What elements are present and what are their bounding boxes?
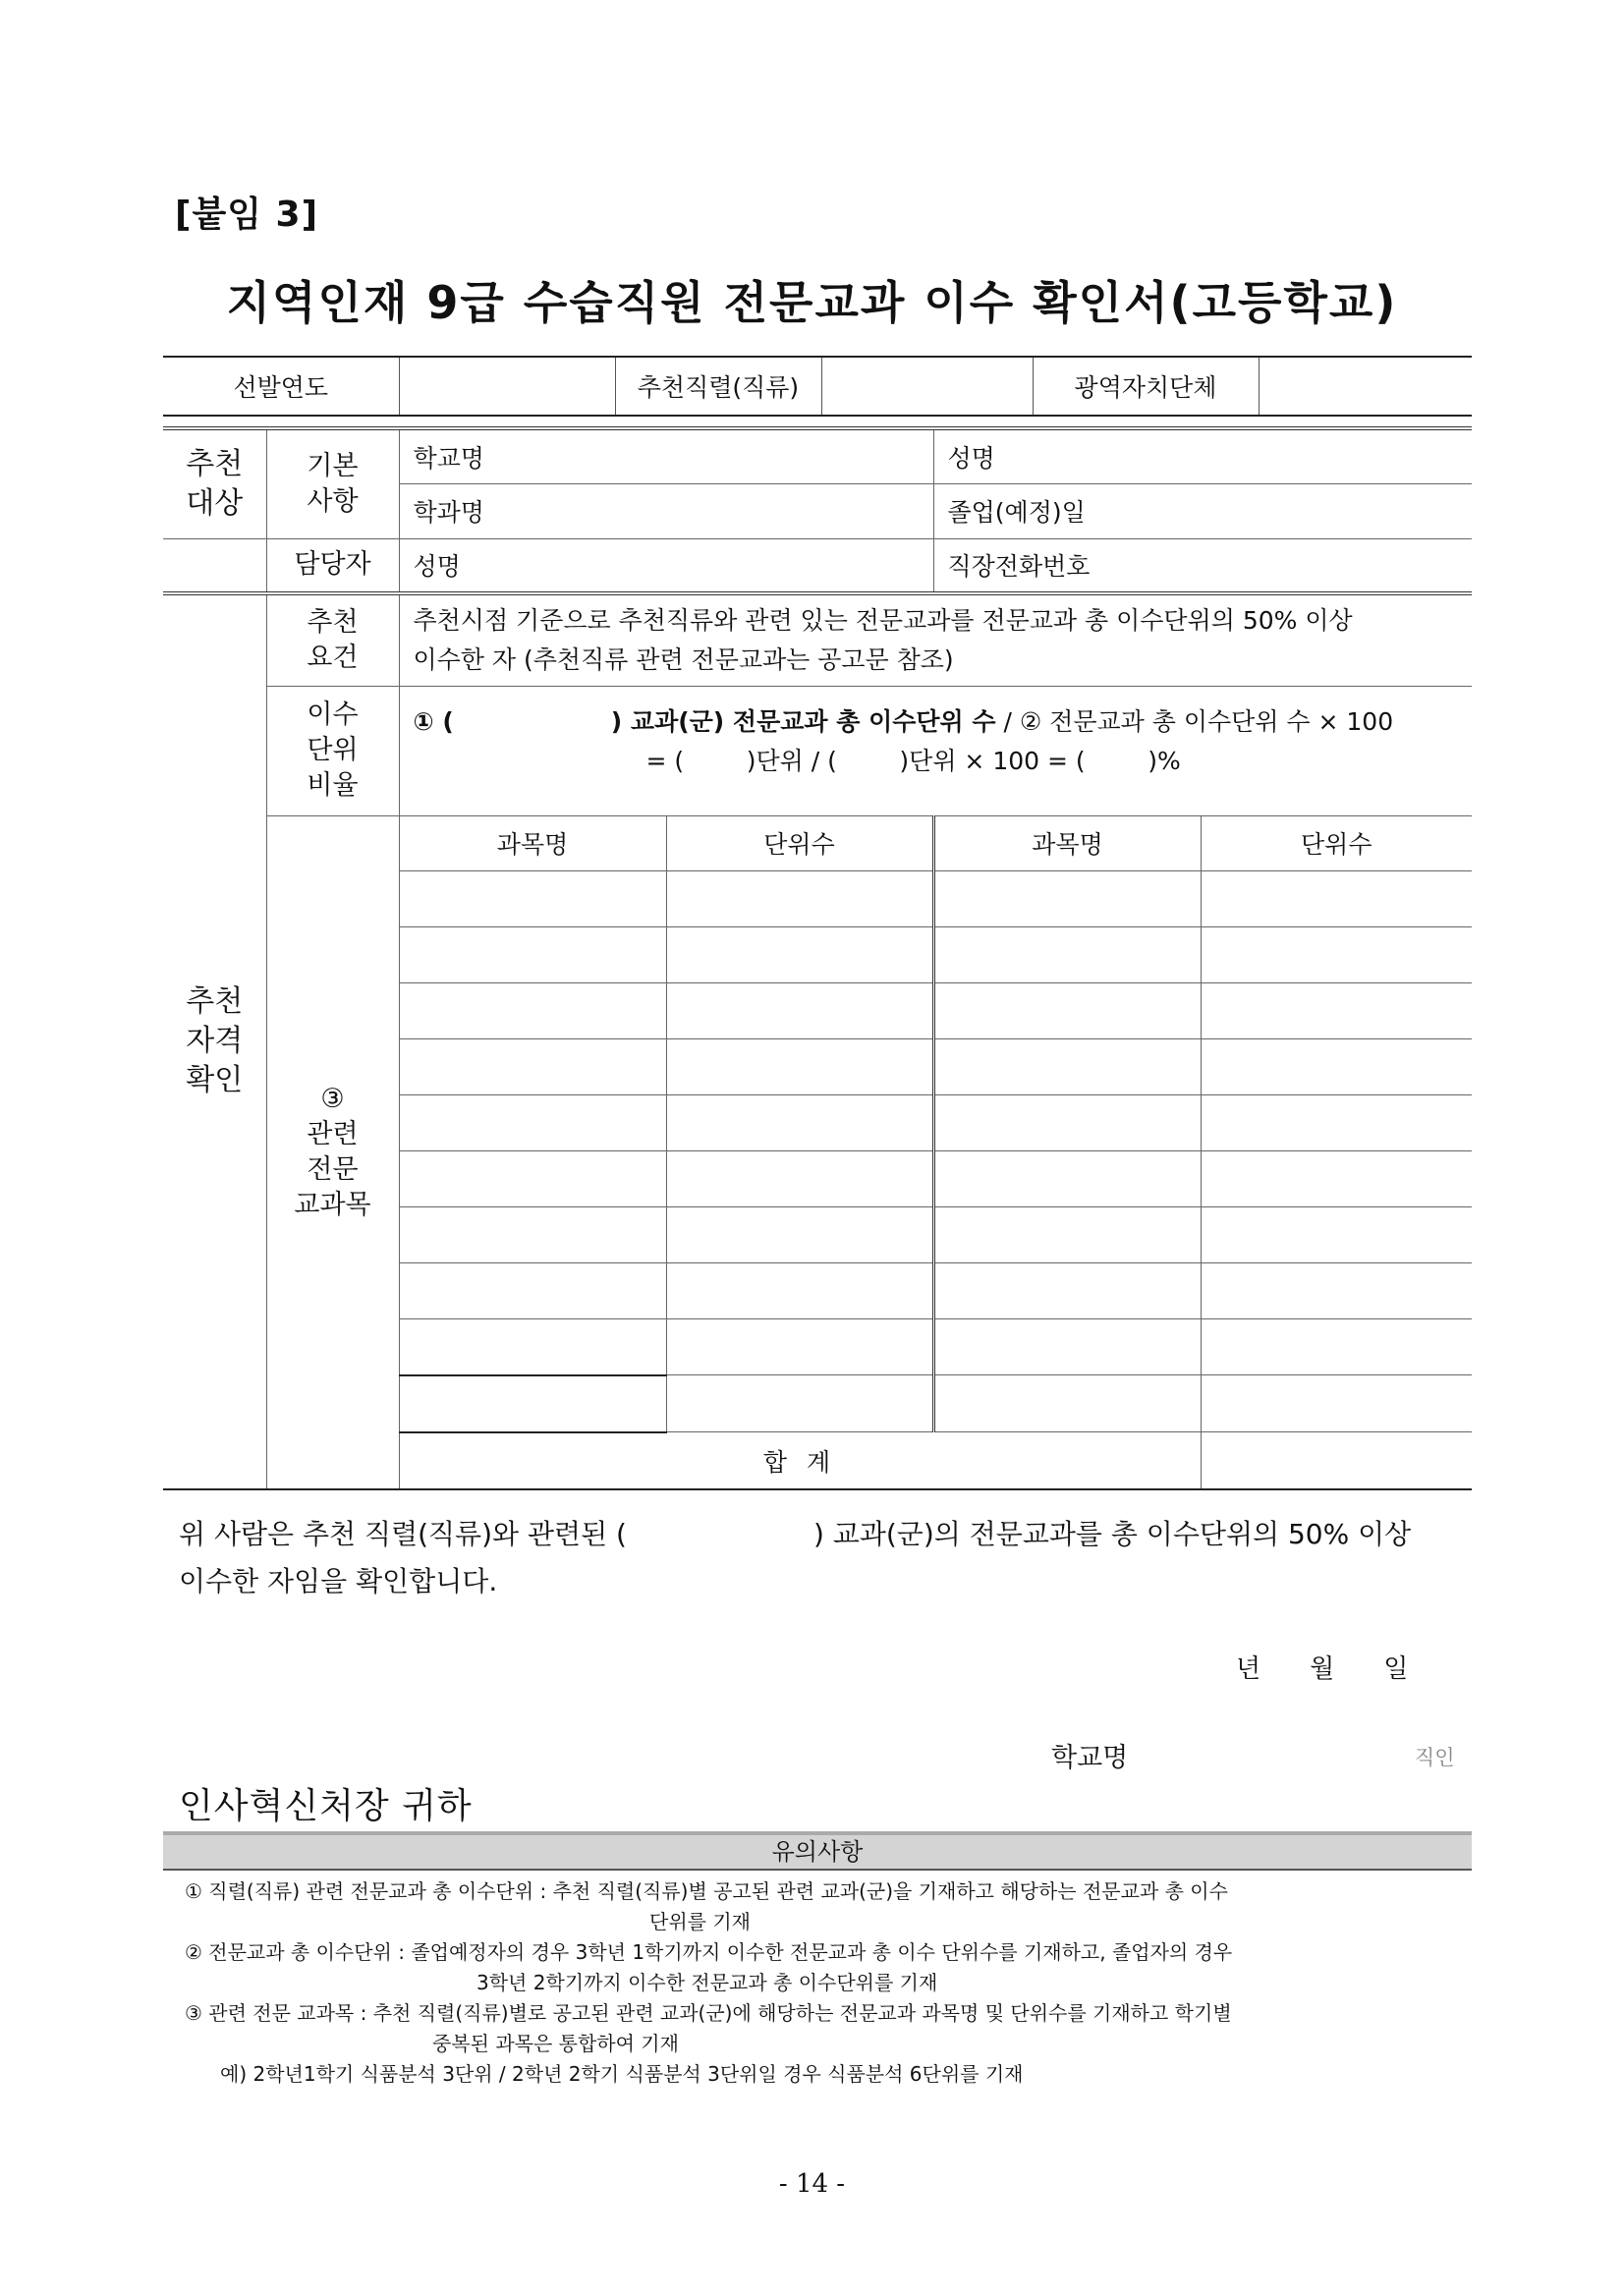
school-name-field[interactable]: [399, 428, 933, 483]
header-table: [163, 356, 1472, 417]
units-cell[interactable]: [1201, 1375, 1472, 1432]
page-number: - 14 -: [778, 2169, 846, 2199]
col-units-2: 단위수: [1201, 815, 1472, 870]
ratio-related-units-open: ① (: [413, 706, 454, 736]
recommended-position-field[interactable]: [821, 357, 1033, 416]
units-cell[interactable]: [666, 1150, 933, 1206]
attachment-label: [붙임 3]: [175, 195, 319, 235]
note-3-continuation: 중복된 과목은 통합하여 기재: [432, 2032, 679, 2055]
subject-cell[interactable]: [399, 1038, 666, 1094]
school-name-label: 학교명: [413, 443, 484, 473]
units-cell[interactable]: [666, 1094, 933, 1150]
units-cell[interactable]: [1201, 982, 1472, 1038]
subject-cell[interactable]: [399, 1094, 666, 1150]
graduation-date-label: 졸업(예정)일: [947, 498, 1086, 527]
units-cell[interactable]: [666, 926, 933, 982]
document-title: 지역인재 9급 수습직원 전문교과 이수 확인서(고등학교): [226, 276, 1398, 329]
notes-heading: 유의사항: [163, 1831, 1472, 1871]
requirement-line-2: 이수한 자 (추천직류 관련 전문교과는 공고문 참조): [413, 644, 954, 674]
office-phone-label: 직장전화번호: [947, 552, 1091, 582]
units-cell[interactable]: [666, 1206, 933, 1262]
subject-cell[interactable]: [399, 1262, 666, 1318]
units-cell[interactable]: [1201, 1094, 1472, 1150]
units-cell[interactable]: [1201, 1150, 1472, 1206]
note-example: 예) 2학년1학기 식품분석 3단위 / 2학년 2학기 식품분석 3단위일 경우 식품분석 6단위를 기재: [220, 2062, 1024, 2086]
units-cell[interactable]: [1201, 870, 1472, 926]
target-group-label: 추천 대상: [163, 428, 266, 538]
basic-info-label: 기본 사항: [266, 428, 399, 538]
units-cell[interactable]: [666, 870, 933, 926]
requirement-line-1: 추천시점 기준으로 추천직류와 관련 있는 전문교과를 전문교과 총 이수단위의 50% 이상: [413, 605, 1353, 635]
school-name-signature-label: 학교명: [1051, 1743, 1129, 1773]
col-subject-name-1: 과목명: [399, 815, 666, 870]
units-cell[interactable]: [666, 1375, 933, 1432]
statement-line-1-end: ) 교과(군)의 전문교과를 총 이수단위의 50% 이상: [812, 1518, 1412, 1550]
col-subject-name-2: 과목명: [933, 815, 1201, 870]
units-cell[interactable]: [1201, 1262, 1472, 1318]
subject-cell[interactable]: [933, 1150, 1201, 1206]
student-name-field[interactable]: [933, 428, 1472, 483]
recipient-line: 인사혁신처장 귀하: [179, 1786, 473, 1826]
official-seal-label: 직인: [1415, 1746, 1455, 1769]
units-cell[interactable]: [666, 1038, 933, 1094]
subject-cell[interactable]: [399, 1375, 666, 1432]
manager-name-field[interactable]: [399, 538, 933, 593]
regional-government-label: 광역자치단체: [1033, 357, 1259, 416]
department-label: 학과명: [413, 498, 484, 527]
total-label: 합 계: [399, 1432, 1201, 1489]
main-table: [163, 426, 1472, 1490]
subject-cell[interactable]: [933, 1375, 1201, 1432]
note-3-text: ③ 관련 전문 교과목 : 추천 직렬(직류)별로 공고된 관련 교과(군)에 해당하는 전문교과 과목명 및 단위수를 기재하고 학기별: [185, 2001, 1232, 2025]
note-2-continuation: 3학년 2학기까지 이수한 전문교과 총 이수단위를 기재: [476, 1971, 938, 1994]
note-1-text: ① 직렬(직류) 관련 전문교과 총 이수단위 : 추천 직렬(직류)별 공고된 관련 교과(군)을 기재하고 해당하는 전문교과 총 이수: [185, 1879, 1228, 1903]
subject-cell[interactable]: [933, 1206, 1201, 1262]
subject-cell[interactable]: [399, 870, 666, 926]
units-cell[interactable]: [666, 1318, 933, 1375]
notes-list: [185, 1876, 1472, 2090]
units-cell[interactable]: [1201, 926, 1472, 982]
subject-cell[interactable]: [933, 870, 1201, 926]
note-2-text: ② 전문교과 총 이수단위 : 졸업예정자의 경우 3학년 1학기까지 이수한 전문교과 총 이수 단위수를 기재하고, 졸업자의 경우: [185, 1940, 1233, 1964]
selection-year-label: 선발연도: [233, 373, 329, 402]
ratio-related-units-label: ) 교과(군) 전문교과 총 이수단위 수: [610, 706, 996, 736]
manager-label: 담당자: [266, 538, 399, 593]
subject-cell[interactable]: [399, 982, 666, 1038]
confirmation-statement: [179, 1511, 1456, 1605]
subject-cell[interactable]: [933, 1038, 1201, 1094]
student-name-label: 성명: [947, 443, 995, 473]
graduation-date-field[interactable]: [933, 483, 1472, 538]
manager-name-label: 성명: [413, 552, 461, 582]
office-phone-field[interactable]: [933, 538, 1472, 593]
note-item-1: [185, 1876, 1472, 1937]
subject-cell[interactable]: [399, 1318, 666, 1375]
note-1-continuation: 단위를 기재: [649, 1910, 751, 1933]
date-day-label: 일: [1383, 1654, 1409, 1684]
recommended-position-label: 추천직렬(직류): [615, 357, 821, 416]
subject-cell[interactable]: [933, 1318, 1201, 1375]
total-units-field[interactable]: [1201, 1432, 1472, 1489]
selection-year-field[interactable]: [399, 357, 615, 416]
date-line: [1236, 1649, 1408, 1685]
subject-cell[interactable]: [399, 1206, 666, 1262]
date-month-label: 월: [1310, 1654, 1335, 1684]
statement-line-1-start: 위 사람은 추천 직렬(직류)와 관련된 (: [179, 1518, 627, 1550]
regional-government-field[interactable]: [1259, 357, 1472, 416]
units-cell[interactable]: [1201, 1206, 1472, 1262]
subject-cell[interactable]: [399, 1150, 666, 1206]
subject-cell[interactable]: [399, 926, 666, 982]
ratio-calculation-line: = ( )단위 / ( )단위 × 100 = ( )%: [645, 746, 1181, 775]
requirement-text: [399, 593, 1472, 686]
subject-cell[interactable]: [933, 1262, 1201, 1318]
units-cell[interactable]: [1201, 1318, 1472, 1375]
department-field[interactable]: [399, 483, 933, 538]
statement-line-2: 이수한 자임을 확인합니다.: [179, 1565, 498, 1597]
ratio-label: 이수 단위 비율: [266, 686, 399, 815]
related-subjects-label: ③ 관련 전문 교과목: [266, 815, 399, 1489]
ratio-formula: [399, 686, 1472, 815]
date-year-label: 년: [1236, 1654, 1261, 1684]
note-item-2: [185, 1937, 1472, 1998]
units-cell[interactable]: [666, 1262, 933, 1318]
note-item-3: [185, 1998, 1472, 2059]
subject-cell[interactable]: [933, 926, 1201, 982]
units-cell[interactable]: [666, 982, 933, 1038]
subject-cell[interactable]: [933, 1094, 1201, 1150]
col-units-1: 단위수: [666, 815, 933, 870]
subject-cell[interactable]: [933, 982, 1201, 1038]
qualification-group-label: 추천 자격 확인: [163, 593, 266, 1489]
units-cell[interactable]: [1201, 1038, 1472, 1094]
ratio-total-units-label: / ② 전문교과 총 이수단위 수 × 100: [995, 706, 1394, 736]
requirement-label: 추천 요건: [266, 593, 399, 686]
